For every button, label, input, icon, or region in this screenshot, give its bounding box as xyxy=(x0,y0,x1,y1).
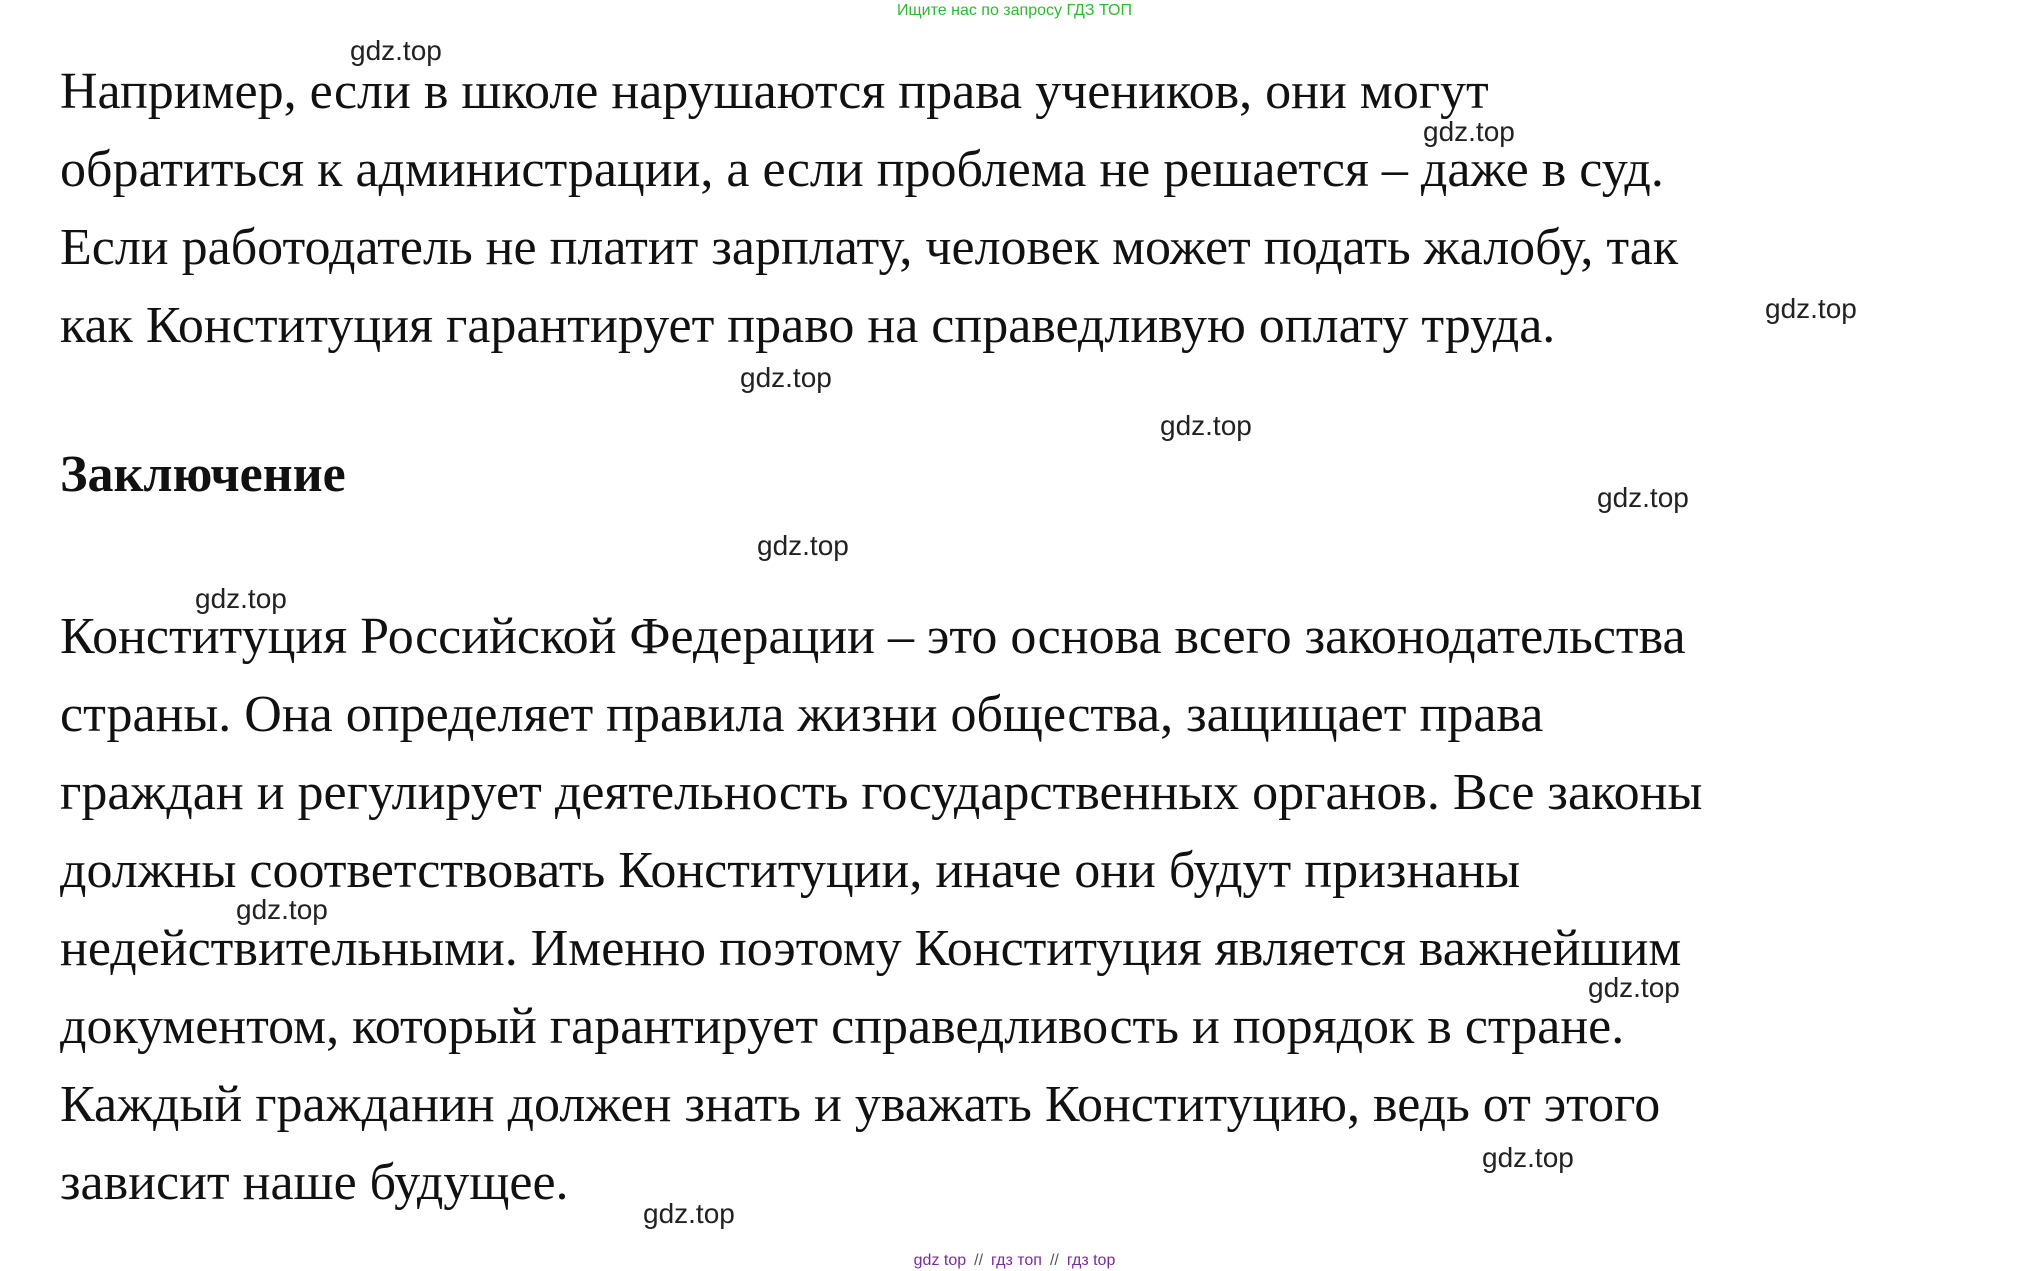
footer-link[interactable]: гдз top xyxy=(1066,1252,1116,1269)
watermark: gdz.top xyxy=(740,362,832,393)
footer-separator: // xyxy=(974,1252,984,1269)
watermark: gdz.top xyxy=(195,583,287,614)
watermark: gdz.top xyxy=(1423,116,1515,147)
watermark: gdz.top xyxy=(236,894,328,925)
footer-link[interactable]: gdz top xyxy=(913,1252,967,1269)
paragraph1-line: как Конституция гарантирует право на справедливую оплату труда. xyxy=(60,297,1556,354)
paragraph2-line: граждан и регулирует деятельность государственных органов. Все законы xyxy=(60,764,1703,821)
footer-link[interactable]: гдз топ xyxy=(991,1252,1042,1269)
watermark: gdz.top xyxy=(1597,482,1689,513)
watermark: gdz.top xyxy=(350,35,442,66)
paragraph2-line: Конституция Российской Федерации – это основа всего законодательства xyxy=(60,608,1686,665)
watermark: gdz.top xyxy=(757,530,849,561)
paragraph2-line: Каждый гражданин должен знать и уважать Конституцию, ведь от этого xyxy=(60,1076,1661,1133)
watermark: gdz.top xyxy=(1588,972,1680,1003)
watermark: gdz.top xyxy=(1765,293,1857,324)
watermark: gdz.top xyxy=(1160,410,1252,441)
watermark: gdz.top xyxy=(1482,1142,1574,1173)
paragraph2-line: должны соответствовать Конституции, иначе они будут признаны xyxy=(60,842,1521,899)
paragraph2-line: зависит наше будущее. xyxy=(60,1154,569,1211)
paragraph1-line: Например, если в школе нарушаются права учеников, они могут xyxy=(60,63,1489,120)
footer-links xyxy=(0,1251,2029,1271)
paragraph2-line: недействительными. Именно поэтому Конституция является важнейшим xyxy=(60,920,1682,977)
paragraph2-line: страны. Она определяет правила жизни общества, защищает права xyxy=(60,686,1544,743)
paragraph1-line: Если работодатель не платит зарплату, человек может подать жалобу, так xyxy=(60,219,1679,276)
section-heading: Заключение xyxy=(60,446,346,503)
top-banner: Ищите нас по запросу ГДЗ ТОП xyxy=(897,2,1132,19)
footer-separator: // xyxy=(1049,1252,1059,1269)
paragraph2-line: документом, который гарантирует справедливость и порядок в стране. xyxy=(60,998,1625,1055)
watermark: gdz.top xyxy=(643,1198,735,1229)
paragraph1-line: обратиться к администрации, а если проблема не решается – даже в суд. xyxy=(60,141,1664,198)
